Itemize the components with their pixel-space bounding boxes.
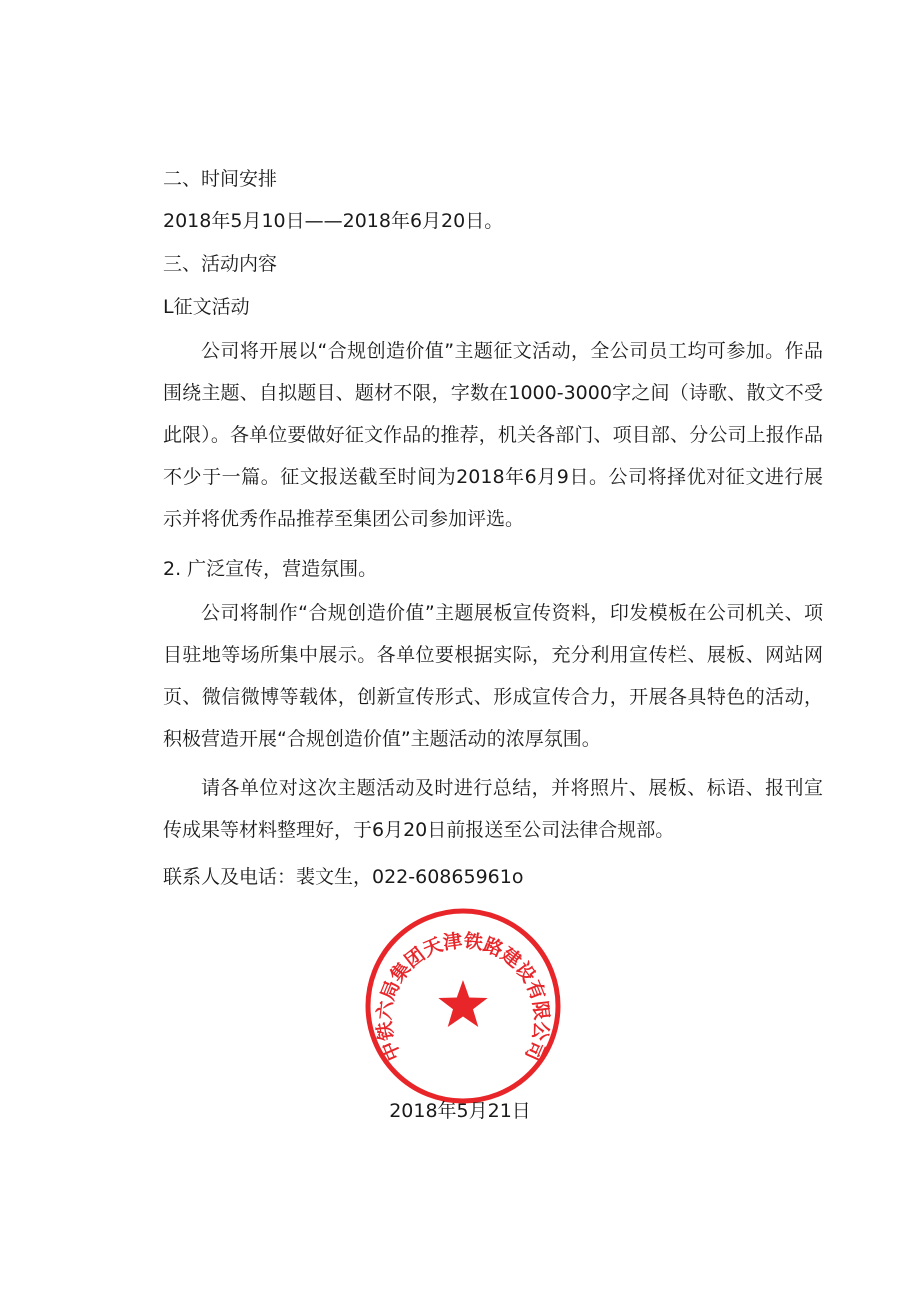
seal-star-icon: [438, 980, 487, 1027]
section-heading-schedule: 二、时间安排: [163, 168, 278, 190]
publicity-paragraph: 公司将制作“合规创造价值”主题展板宣传资料，印发模板在公司机关、项目驻地等场所集中展示。各单位要根据实际，充分利用宣传栏、展板、网站网页、微信微博等载体，创新宣传形式、形成宣传合力，开展各具特色的活动，积极营造开展“合规创造价值”主题活动的浓厚氛围。: [163, 602, 823, 750]
section-heading-content: 三、活动内容: [163, 253, 278, 275]
official-seal-stamp: [363, 906, 563, 1106]
signature-date: 2018年5月21日: [389, 1100, 531, 1122]
schedule-period: 2018年5月10日——2018年6月20日。: [163, 210, 504, 232]
summary-paragraph: 请各单位对这次主题活动及时进行总结，并将照片、展板、标语、报刊宣传成果等材料整理好，于6月20日前报送至公司法律合规部。: [163, 777, 823, 841]
essay-activity-paragraph: 公司将开展以“合规创造价值”主题征文活动，全公司员工均可参加。作品围绕主题、自拟题目、题材不限，字数在1000-3000字之间（诗歌、散文不受此限）。各单位要做好征文作品的推荐，机关各部门、项目部、分公司上报作品不少于一篇。征文报送截至时间为2018年6月9日。公司将择优对征文进行展示并将优秀作品推荐至集团公司参加评选。: [163, 340, 823, 530]
item-heading-essay: L征文活动: [163, 296, 250, 318]
seal-text: 中铁六局集团天津铁路建设有限公司: [373, 929, 553, 1064]
item-heading-publicity: 2. 广泛宣传，营造氛围。: [163, 558, 378, 580]
contact-line: 联系人及电话：裴文生，022-60865961o: [163, 866, 524, 888]
